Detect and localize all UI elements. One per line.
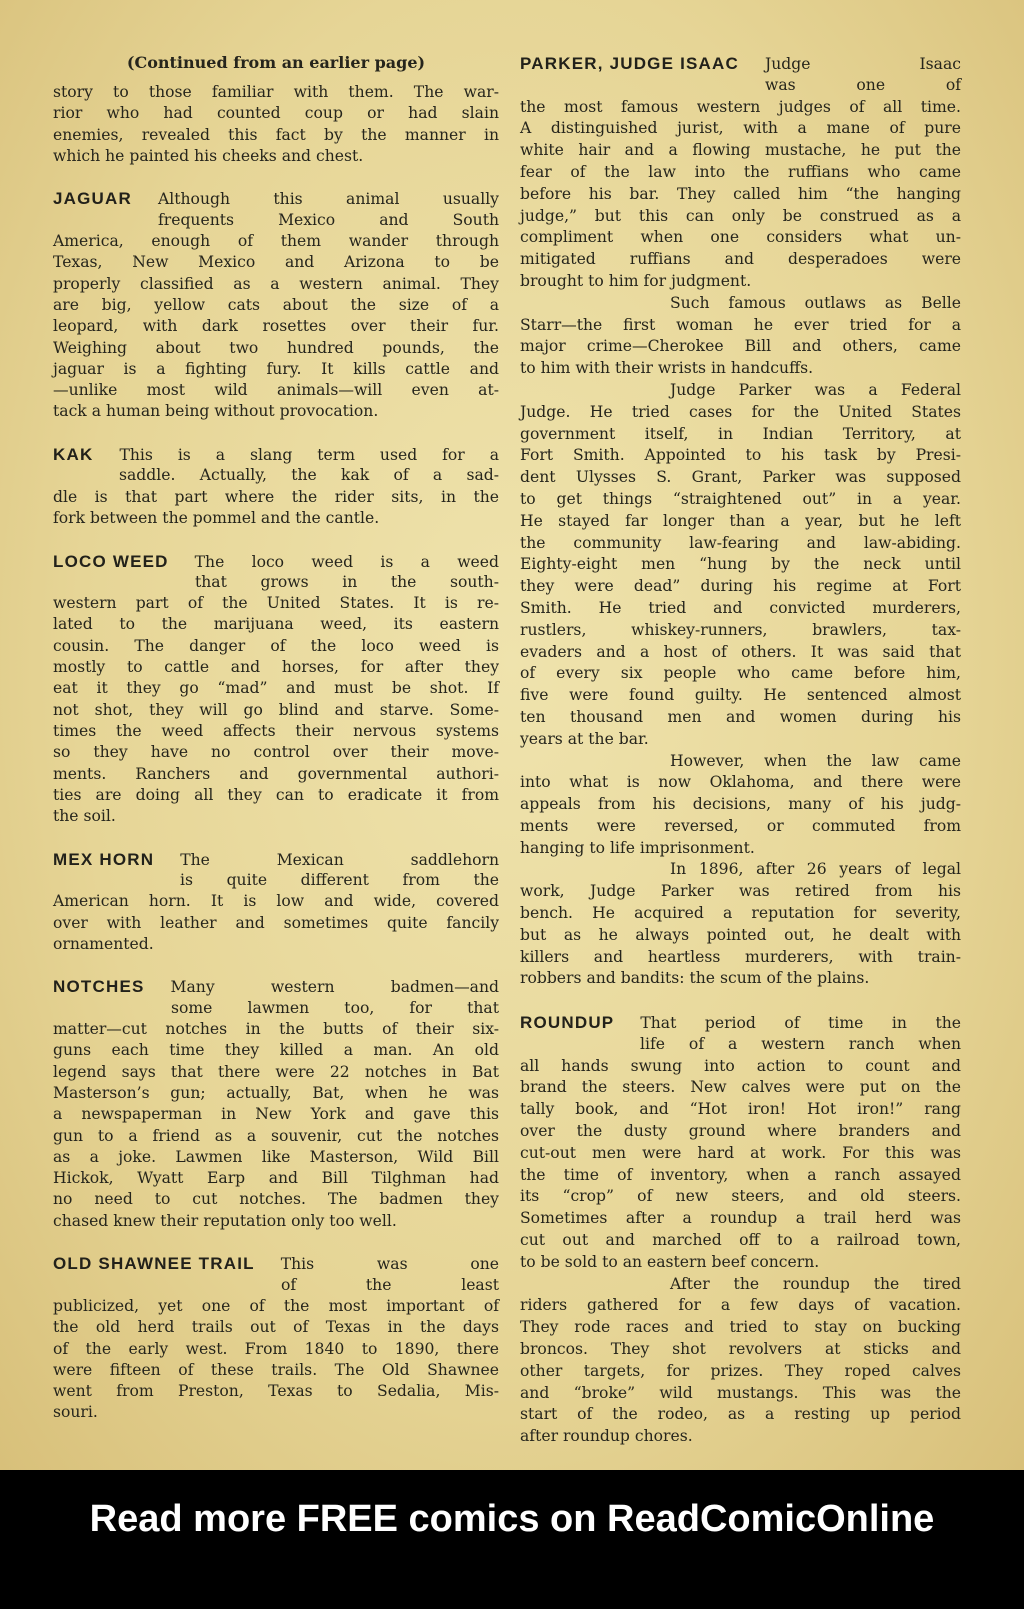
text-line: as a joke. Lawmen like Masterson, Wild Bill (53, 1147, 499, 1166)
text-line: not shot, they will go blind and starve. Some- (53, 700, 499, 719)
text-line: legend says that there were 22 notches in Bat (53, 1062, 499, 1081)
text-line: are big, yellow cats about the size of a (53, 295, 499, 314)
text-line: However, when the law came (670, 751, 961, 770)
text-line: all hands swung into action to count and (520, 1056, 961, 1075)
text-line: other targets, for prizes. They roped calves (520, 1361, 961, 1380)
text-line: and “broke” wild mustangs. This was the (520, 1383, 961, 1402)
entry-spacer (520, 990, 961, 1012)
entry-spacer (53, 1232, 499, 1253)
right-column (520, 53, 961, 1448)
entry-first-line (53, 551, 499, 572)
text-line: start of the rodeo, as a resting up period (520, 1405, 961, 1424)
glossary-entry (53, 551, 499, 828)
text-line: a newspaperman in New York and gave this (53, 1105, 499, 1124)
text-line: western part of the United States. It is re- (53, 594, 499, 613)
text-line: they were dead” during his regime at Fort (520, 577, 961, 596)
text-line: publicized, yet one of the most important of (53, 1296, 499, 1315)
text-line: That period of time in the (640, 1014, 961, 1033)
text-line: tally book, and “Hot iron! Hot iron!” rang (520, 1100, 961, 1119)
text-line: life of a western ranch when (640, 1034, 961, 1053)
text-line: After the roundup the tired (670, 1274, 961, 1293)
text-line: went from Preston, Texas to Sedalia, Mis- (53, 1382, 499, 1401)
text-line: was one of (765, 75, 961, 94)
continued-note: (Continued from an earlier page) (126, 53, 426, 72)
text-line: fork between the pommel and the cantle. (53, 508, 380, 527)
text-line: ties are doing all they can to eradicate it from (53, 785, 499, 804)
glossary-entry (520, 1012, 961, 1448)
text-line: were fifteen of these trails. The Old Shawnee (53, 1360, 499, 1379)
text-line: is quite different from the (180, 870, 499, 889)
text-line: five were found guilty. He sentenced almost (520, 686, 961, 705)
text-line: This is a slang term used for a (119, 446, 499, 465)
text-line: brought to him for judgment. (520, 271, 752, 290)
text-line: cut out and marched off to a railroad town, (520, 1231, 961, 1250)
text-line: into what is now Oklahoma, and there were (520, 773, 961, 792)
text-line: cut-out men were hard at work. For this was (520, 1143, 961, 1162)
entry-heading: ROUNDUP (520, 1013, 615, 1033)
entry-heading: OLD SHAWNEE TRAIL (53, 1254, 255, 1274)
text-line: This was one (280, 1255, 499, 1274)
text-line: Such famous outlaws as Belle (670, 293, 961, 312)
text-line: of the early west. From 1840 to 1890, there (53, 1339, 499, 1358)
text-line: the community law-fearing and law-abiding. (520, 533, 961, 552)
text-line: They rode races and tried to stay on bucking (520, 1318, 961, 1337)
text-line: to get things “straightened out” in a year. (520, 489, 961, 508)
text-line: ten thousand men and women during his (520, 707, 961, 726)
text-line: enemies, revealed this fact by the manner in (53, 125, 499, 144)
text-line: to him with their wrists in handcuffs. (520, 359, 814, 378)
entry-first-line (520, 1012, 961, 1034)
text-line: eat it they go “mad” and must be shot. If (53, 679, 499, 698)
text-line: of the least (281, 1275, 499, 1294)
entry-heading: NOTCHES (53, 977, 145, 997)
text-line: American horn. It is low and wide, covered (53, 892, 499, 911)
text-line: so they have no control over their move- (53, 743, 499, 762)
text-line: gun to a friend as a souvenir, cut the notches (53, 1126, 499, 1145)
text-line: rustlers, whiskey-runners, brawlers, tax- (520, 620, 961, 639)
text-line: Fort Smith. Appointed to his task by Presi- (520, 446, 961, 465)
text-line: souri. (53, 1403, 98, 1422)
glossary-entry (53, 444, 499, 529)
text-line: hanging to life imprisonment. (520, 838, 755, 857)
text-line: that grows in the south- (195, 572, 499, 591)
text-line: over with leather and sometimes quite fancily (53, 913, 499, 932)
text-line: The Mexican saddlehorn (180, 850, 499, 869)
entry-spacer (53, 423, 499, 444)
text-line: after roundup chores. (520, 1427, 693, 1446)
entry-first-line (520, 53, 961, 75)
text-line: The loco weed is a weed (194, 552, 499, 571)
left-column (53, 82, 499, 1424)
text-line: ments. Ranchers and governmental authori- (53, 764, 499, 783)
text-line: frequents Mexico and South (158, 210, 499, 229)
text-line: rior who had counted coup or had slain (53, 104, 499, 123)
text-line: before his bar. They called him “the hanging (520, 184, 961, 203)
entry-first-line (53, 444, 499, 465)
text-line: robbers and bandits: the scum of the plains. (520, 969, 870, 988)
text-line: no need to cut notches. The badmen they (53, 1190, 499, 1209)
text-line: the soil. (53, 807, 116, 826)
text-line: brand the steers. New calves were put on the (520, 1078, 961, 1097)
entry-heading: LOCO WEED (53, 551, 169, 571)
text-line: In 1896, after 26 years of legal (670, 860, 961, 879)
text-line: evaders and a host of others. It was said that (520, 642, 961, 661)
text-line: ornamented. (53, 934, 154, 953)
text-line: He stayed far longer than a year, but he left (520, 511, 961, 530)
text-line: work, Judge Parker was retired from his (520, 882, 961, 901)
text-line: government itself, in Indian Territory, at (520, 424, 961, 443)
entry-spacer (53, 827, 499, 848)
text-line: over the dusty ground where branders and (520, 1122, 961, 1141)
text-line: dle is that part where the rider sits, in the (53, 487, 499, 506)
text-line: to be sold to an eastern beef concern. (520, 1252, 820, 1271)
text-line: Although this animal usually (158, 190, 499, 209)
text-line: matter—cut notches in the butts of their six- (53, 1020, 499, 1039)
text-line: properly classified as a western animal. They (53, 274, 499, 293)
text-line: Masterson’s gun; actually, Bat, when he was (53, 1083, 499, 1102)
text-line: which he painted his cheeks and chest. (53, 146, 364, 165)
text-line: times the weed affects their nervous systems (53, 721, 499, 740)
text-line: leopard, with dark rosettes over their fur. (53, 317, 499, 336)
text-line: bench. He acquired a reputation for severity, (520, 904, 961, 923)
text-line: years at the bar. (520, 729, 649, 748)
text-line: killers and heartless murderers, with train- (520, 947, 961, 966)
entry-first-line (53, 188, 499, 209)
text-line: jaguar is a fighting fury. It kills cattle and (53, 359, 499, 378)
text-line: Judge. He tried cases for the United States (520, 402, 961, 421)
glossary-entry (53, 1253, 499, 1423)
text-line: but as he always pointed out, he dealt with (520, 925, 961, 944)
promo-banner[interactable] (0, 1470, 1024, 1609)
text-line: Texas, New Mexico and Arizona to be (53, 253, 499, 272)
text-line: its “crop” of new steers, and old steers. (520, 1187, 961, 1206)
promo-banner-text[interactable]: Read more FREE comics on ReadComicOnline (89, 1498, 935, 1540)
text-line: cousin. The danger of the loco weed is (53, 636, 499, 655)
text-line: saddle. Actually, the kak of a sad- (119, 466, 499, 485)
text-line: mitigated ruffians and desperadoes were (520, 250, 961, 269)
text-line: ments were reversed, or commuted from (520, 816, 961, 835)
text-line: Starr—the first woman he ever tried for a (520, 315, 961, 334)
text-line: fear of the law into the ruffians who came (520, 162, 961, 181)
text-line: major crime—Cherokee Bill and others, came (520, 337, 961, 356)
text-line: some lawmen too, for that (171, 998, 499, 1017)
text-line: America, enough of them wander through (53, 232, 499, 251)
text-line: compliment when one considers what un- (520, 228, 961, 247)
text-line: Smith. He tried and convicted murderers, (520, 598, 961, 617)
text-line: broncos. They shot revolvers at sticks and (520, 1340, 961, 1359)
text-line: the time of inventory, when a ranch assayed (520, 1165, 961, 1184)
entry-first-line (53, 849, 499, 870)
text-line: mostly to cattle and horses, for after they (53, 658, 499, 677)
entry-first-line (53, 1253, 499, 1274)
text-line: Judge Isaac (764, 55, 961, 73)
text-line: Hickok, Wyatt Earp and Bill Tilghman had (53, 1169, 499, 1188)
text-line: judge,” but this can only be construed as a (520, 206, 961, 225)
text-line: appeals from his decisions, many of his judg- (520, 795, 961, 814)
entry-heading: MEX HORN (53, 849, 155, 869)
text-line: A distinguished jurist, with a mane of pure (520, 119, 961, 138)
text-line: Judge Parker was a Federal (670, 380, 961, 399)
glossary-entry (53, 849, 499, 955)
glossary-entry (520, 53, 961, 990)
text-line: chased knew their reputation only too well. (53, 1211, 397, 1230)
entry-heading: KAK (53, 445, 94, 465)
text-line: guns each time they killed a man. An old (53, 1041, 499, 1060)
text-line: Many western badmen—and (170, 978, 499, 997)
entry-heading: JAGUAR (53, 189, 132, 209)
text-line: of every six people who came before him, (520, 664, 961, 683)
text-line: Weighing about two hundred pounds, the (53, 338, 499, 357)
text-line: lated to the marijuana weed, its eastern (53, 615, 499, 634)
text-line: dent Ulysses S. Grant, Parker was supposed (520, 468, 961, 487)
text-line: story to those familiar with them. The war- (53, 83, 499, 101)
text-line: —unlike most wild animals—will even at- (53, 381, 499, 400)
text-line: the old herd trails out of Texas in the days (53, 1318, 499, 1337)
text-line: riders gathered for a few days of vacation. (520, 1296, 961, 1315)
entry-spacer (53, 167, 499, 188)
glossary-entry (53, 976, 499, 1232)
entry-heading: PARKER, JUDGE ISAAC (520, 54, 739, 73)
glossary-entry (53, 82, 499, 167)
text-line: Eighty-eight men “hung by the neck until (520, 555, 961, 574)
entry-spacer (53, 955, 499, 976)
entry-spacer (53, 529, 499, 550)
text-line: the most famous western judges of all time. (520, 97, 961, 116)
text-line: Sometimes after a roundup a trail herd was (520, 1209, 961, 1228)
entry-first-line (53, 976, 499, 997)
text-line: white hair and a flowing mustache, he put the (520, 141, 961, 160)
glossary-entry (53, 188, 499, 422)
text-line: tack a human being without provocation. (53, 402, 379, 421)
